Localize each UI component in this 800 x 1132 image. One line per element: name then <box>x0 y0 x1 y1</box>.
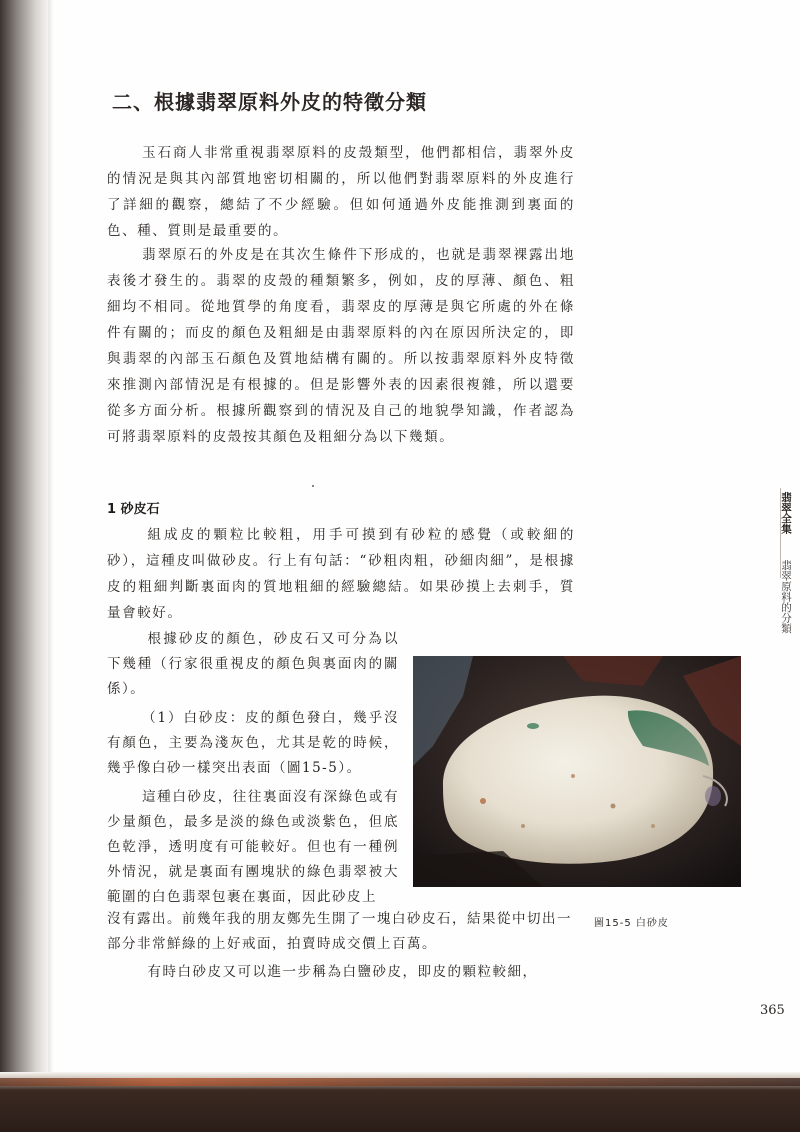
jade-boulder-illustration <box>413 656 741 887</box>
paragraph-sand-skin: 組成皮的顆粒比較粗，用手可摸到有砂粒的感覺（或較細的砂），這種皮叫做砂皮。行上有句話：“砂粗肉粗，砂細肉細”，是根據皮的粗細判斷裏面肉的質地粗細的經驗總結。如果砂摸上去刺手，質量會較好。 <box>107 527 575 621</box>
paragraph-white-sand-skin: （1）白砂皮：皮的顏色發白，幾乎沒有顏色，主要為淺灰色，尤其是乾的時候，幾乎像白砂一樣突出表面（圖15-5）。 <box>107 710 399 776</box>
figure-caption: 圖15-5 白砂皮 <box>594 918 669 929</box>
section-heading: 二、根據翡翠原料外皮的特徵分類 <box>112 90 427 114</box>
paragraph-intro: 玉石商人非常重視翡翠原料的皮殼類型，他們都相信，翡翠外皮的情況是與其內部質地密切相關的，所以他們對翡翠原料的外皮進行了詳細的觀察，總結了不少經驗。但如何通過外皮能推測到裏面的色、種、質則是最重要的。 <box>107 145 575 239</box>
paragraph-white-sand-interior-continued: 沒有露出。前幾年我的朋友鄭先生開了一塊白砂皮石，結果從中切出一部分非常鮮綠的上好戒面，拍賣時成交價上百萬。 <box>107 911 572 952</box>
paragraph-formation: 翡翠原石的外皮是在其次生條件下形成的，也就是翡翠裸露出地表後才發生的。翡翠的皮殼的種類繁多，例如，皮的厚薄、顏色、粗細均不相同。從地質學的角度看，翡翠皮的厚薄是與它所處的外在條件有關的；而皮的顏色及粗細是由翡翠原料的內在原因所決定的，即與翡翠的內部玉石顏色及質地結構有關的。所以按翡翠原料外皮特徵來推測內部情況是有根據的。但是影響外表的因素很複雜，所以還要從多方面分析。根據所觀察到的情況及自己的地貌學知識，作者認為可將翡翠原料的皮殼按其顏色及粗細分為以下幾類。 <box>107 247 575 445</box>
subsection-heading: 1 砂皮石 <box>107 502 160 517</box>
paragraph-skin-colors: 根據砂皮的顏色，砂皮石又可分為以下幾種（行家很重視皮的顏色與裏面肉的關係）。 <box>107 631 399 697</box>
side-tab-series: 翡翠全集 <box>780 492 792 534</box>
page-number: 365 <box>760 1003 785 1018</box>
book-gutter-shadow <box>0 0 48 1080</box>
book-cover-edge <box>0 1078 800 1086</box>
side-tab-chapter: 翡翠原料的分類 <box>780 560 792 634</box>
paragraph-white-sand-interior: 這種白砂皮，往往裏面沒有深綠色或有少量顏色，最多是淡的綠色或淡紫色，但底色乾淨，透明度有可能較好。但也有一種例外情況，就是裏面有團塊狀的綠色翡翠被大範圍的白色翡翠包裹在裏面，因此砂皮上 <box>107 789 399 905</box>
scan-speck <box>312 485 314 487</box>
figure-white-sand-skin-photo <box>413 656 741 887</box>
paragraph-white-salt-sand: 有時白砂皮又可以進一步稱為白鹽砂皮，即皮的顆粒較細， <box>147 964 538 980</box>
